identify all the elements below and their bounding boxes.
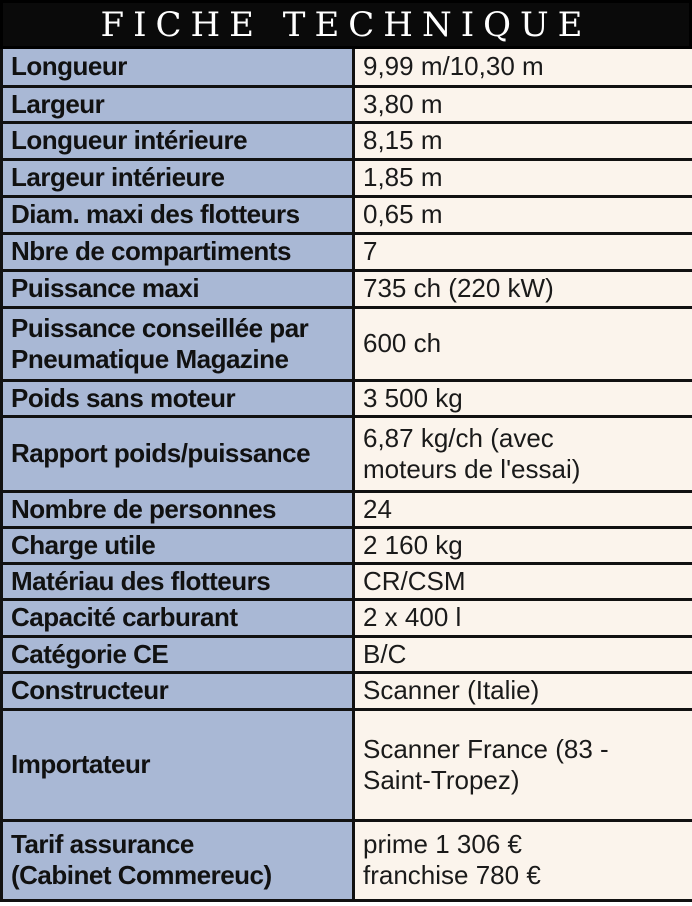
table-row <box>2 672 692 709</box>
row-label: Longueur intérieure <box>2 122 354 159</box>
row-label: Catégorie CE <box>2 636 354 672</box>
row-label: Longueur <box>2 49 354 86</box>
table-row <box>2 709 692 820</box>
table-row <box>2 86 692 122</box>
table-row <box>2 233 692 270</box>
row-label: Tarif assurance (Cabinet Commereuc) <box>2 820 354 900</box>
row-value: 0,65 m <box>354 196 692 233</box>
row-value: 2 x 400 l <box>354 599 692 636</box>
row-value: 3 500 kg <box>354 380 692 416</box>
row-value: 24 <box>354 491 692 527</box>
row-value: 6,87 kg/ch (avec moteurs de l'essai) <box>354 416 692 491</box>
row-value: 2 160 kg <box>354 527 692 563</box>
row-value: Scanner France (83 - Saint-Tropez) <box>354 709 692 820</box>
table-row <box>2 49 692 86</box>
table-row <box>2 270 692 307</box>
row-label: Constructeur <box>2 672 354 709</box>
row-value: prime 1 306 € franchise 780 € <box>354 820 692 900</box>
row-label: Puissance conseillée par Pneumatique Magazine <box>2 307 354 380</box>
row-value: 600 ch <box>354 307 692 380</box>
table-row <box>2 380 692 416</box>
row-label: Rapport poids/puissance <box>2 416 354 491</box>
row-value: B/C <box>354 636 692 672</box>
table-row <box>2 636 692 672</box>
row-value: 735 ch (220 kW) <box>354 270 692 307</box>
table-row <box>2 416 692 491</box>
row-label: Largeur <box>2 86 354 122</box>
row-value: CR/CSM <box>354 563 692 599</box>
row-value: Scanner (Italie) <box>354 672 692 709</box>
table-row <box>2 820 692 900</box>
row-label: Importateur <box>2 709 354 820</box>
row-label: Diam. maxi des flotteurs <box>2 196 354 233</box>
table-row <box>2 122 692 159</box>
table-row <box>2 196 692 233</box>
table-row <box>2 599 692 636</box>
row-label: Charge utile <box>2 527 354 563</box>
row-label: Puissance maxi <box>2 270 354 307</box>
table-row <box>2 491 692 527</box>
row-value: 8,15 m <box>354 122 692 159</box>
table-row <box>2 527 692 563</box>
row-label: Matériau des flotteurs <box>2 563 354 599</box>
row-label: Poids sans moteur <box>2 380 354 416</box>
sheet-title: FICHE TECHNIQUE <box>0 0 692 49</box>
row-value: 3,80 m <box>354 86 692 122</box>
table-row <box>2 563 692 599</box>
row-label: Nbre de compartiments <box>2 233 354 270</box>
row-label: Capacité carburant <box>2 599 354 636</box>
row-label: Nombre de personnes <box>2 491 354 527</box>
table-row <box>2 307 692 380</box>
row-value: 1,85 m <box>354 159 692 196</box>
spec-table <box>0 49 692 902</box>
row-label: Largeur intérieure <box>2 159 354 196</box>
row-value: 7 <box>354 233 692 270</box>
row-value: 9,99 m/10,30 m <box>354 49 692 86</box>
table-row <box>2 159 692 196</box>
